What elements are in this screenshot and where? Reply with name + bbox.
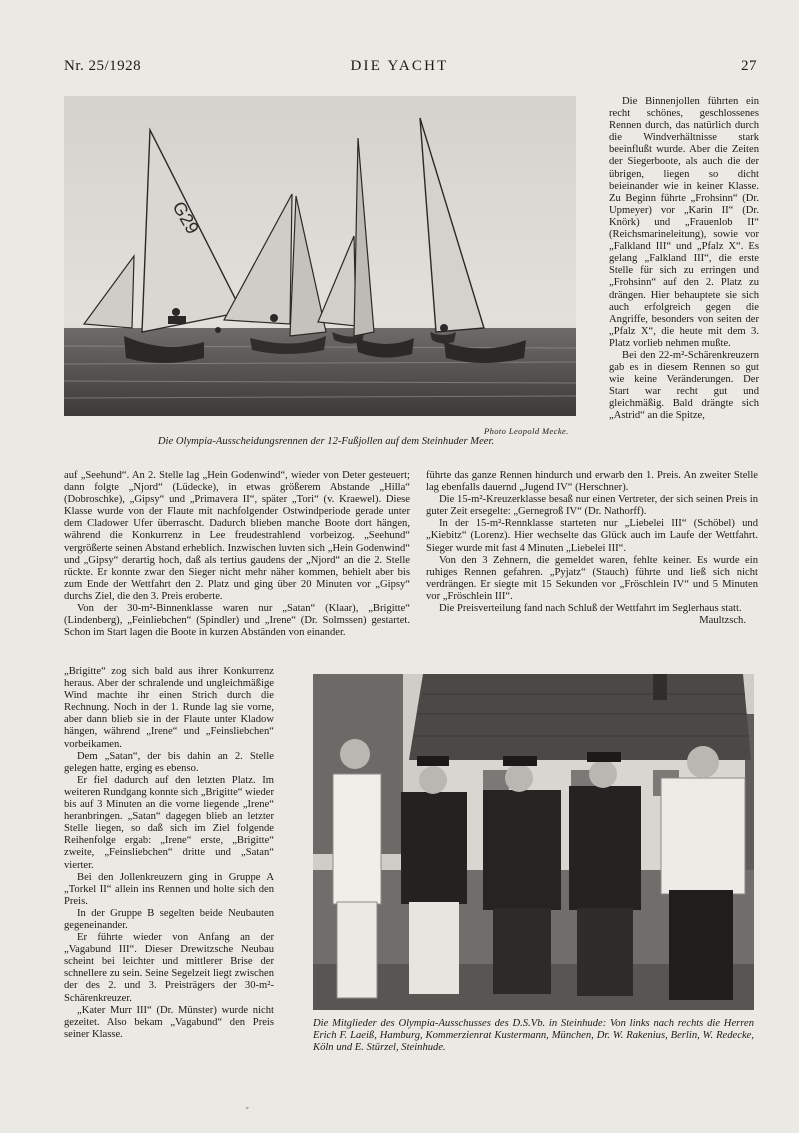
author-signature: Maultzsch. [699, 615, 746, 627]
photo-credit: Photo Leopold Mecke. [484, 426, 569, 436]
sailboat-race-photo [64, 96, 576, 416]
page-number: 27 [741, 58, 757, 74]
page-footmark: ˇ [246, 1106, 249, 1115]
magazine-title: DIE YACHT [350, 58, 449, 74]
paragraph: Die 15-m²-Kreuzerklasse besaß nur einen Vertreter, der sich seinen Preis in guter Zeit ersegelte: „Gernegroß IV“ (Dr. Nathorff). [426, 494, 758, 518]
paragraph: Die Binnenjollen führten ein recht schönes, geschlossenes Rennen durch, das natürlich durch die Windverhältnisse stark beeinflußt wurde. Aber die Zeiten der Siegerboote, als auch die der übrigen, liegen so dicht beieinander wie in keiner Klasse. Zu Beginn führte „Frohsinn“ (Dr. Upmeyer) vor „Karin II“ (Dr. Knörk) und „Frauenlob II“ (Reichsmarineleitung), sowie vor „Falkland III“ und „Pfalz X“. Es gelang „Falkland III“, die erste Stelle für sich zu erringen und „Frohsinn“ auf den 2. Platz zu drängen. Hier behauptete sie sich auch erfolgreich gegen die Angriffe, besonders von seiten der „Pfalz X“, die heute mit dem 3. Platz vorlieb nehmen mußte. [609, 96, 759, 349]
paragraph: Von der 30-m²-Binnenklasse waren nur „Satan“ (Klaar), „Brigitte“ (Lindenberg), „Feinliebchen“ (Spindler) und „Irene“ (Dr. Solmssen) gestartet. Schon im Start lagen die Boote in kurzen Abständen von einander. [64, 603, 410, 639]
paragraph: führte das ganze Rennen hindurch und erwarb den 1. Preis. An zweiter Stelle lag ebenfalls dauernd „Jugend IV“ (Herschner). [426, 470, 758, 494]
paragraph: Die Preisverteilung fand nach Schluß der Wettfahrt im Seglerhaus statt. [439, 603, 742, 615]
paragraph: Dem „Satan“, der bis dahin an 2. Stelle gelegen hatte, erging es ebenso. [64, 750, 274, 774]
paragraph: In der Gruppe B segelten beide Neubauten gegeneinander. [64, 907, 274, 931]
paragraph: auf „Seehund“. An 2. Stelle lag „Hein Godenwind“, wieder von Deter gesteuert; dann folgte „Njord“ (Lüdecke), in etwas größerem Abstande „Hilla“ (Dobroschke), „Gipsy“ und „Primavera II“, später „Tori“ (v. Kraewel). Diese Klasse wurde von der Flaute mit nachfolgender Ostwindperiode gerade unter dem Cladower Ufer überrascht. Dadurch blieben manche Boote dort hängen, während die Konkurrenz in Lee freudestrahlend vorbeizog. „Seehund“ vergrößerte seinen Abstand erheblich. Inzwischen luvten sich „Hein Godenwind“ und „Gipsy“ derartig hoch, daß als tertius gaudens der „Njord“ an die 2. Stelle rückte. Er konnte zwar den Sieger nicht mehr näher kommen, behielt aber bis zum Ende der Wettfahrt den 2. Platz und ging über 20 Minuten vor „Gipsy“ durchs Ziel, die den 3. Preis eroberte. [64, 470, 410, 602]
sailboat-photo-illustration [64, 96, 576, 416]
svg-text:G29: G29 [168, 198, 203, 238]
paragraph: Bei den Jollenkreuzern ging in Gruppe A „Torkel II“ allein ins Rennen und holte sich den Preis. [64, 871, 274, 907]
paragraph: „Brigitte“ zog sich bald aus ihrer Konkurrenz heraus. Aber der schralende und ungleichmäßige Wind machte ihr einen Strich durch die Rechnung. Noch in der 1. Runde lag sie vorne, aber dann blieb sie in der Flaute unter Kladow hängen, während „Irene“ und „Feinsliebchen“ vorbeikamen. [64, 666, 274, 750]
right-column-top [609, 96, 759, 423]
paragraph: „Kater Murr III“ (Dr. Münster) wurde nicht gezeitet. Also bekam „Vagabund“ den Preis seiner Klasse. [64, 1004, 274, 1040]
paragraph: Bei den 22-m²-Schärenkreuzern gab es in diesem Rennen so gut wie keine Veränderungen. Der Start war recht gut und gleichmäßig. Bald drängte sich „Astrid“ an die Spitze, [609, 349, 759, 422]
left-column-narrow [64, 666, 274, 1041]
paragraph: Er fiel dadurch auf den letzten Platz. Im weiteren Rundgang konnte sich „Brigitte“ wieder bis auf 3 Minuten an die vorne liegende „Irene“ heranbringen. „Satan“ dagegen blieb an letzter Stelle liegen, so daß sich im Ziel folgende Reihenfolge ergab: „Irene“ erste, „Brigitte“ zweite, „Feinsliebchen“ dritte und „Satan“ vierter. [64, 774, 274, 871]
right-column-middle [426, 470, 758, 627]
photo-caption-top: Die Olympia-Ausscheidungsrennen der 12-Fußjollen auf dem Steinhuder Meer. [157, 436, 495, 447]
photo-caption-bottom: Die Mitglieder des Olympia-Ausschusses des D.S.Vb. in Steinhude: Von links nach rechts die Herren Erich F. Laeiß, Hamburg, Kommerzienrat Kustermann, München, Dr. W. Rakenius, Berlin, W. Redecke, Köln und E. Stürzel, Steinhude. [313, 1018, 754, 1054]
paragraph: Von den 3 Zehnern, die gemeldet waren, fehlte keiner. Es wurde ein ruhiges Rennen gefahren. „Pyjatz“ (Stauch) führte und ließ sich nicht verdrängen. Er siegte mit 15 Sekunden vor „Fröschlein IV“ und 5 Minuten vor „Fröschlein III“. [426, 554, 758, 602]
issue-number: Nr. 25/1928 [64, 58, 142, 74]
committee-photo-illustration [313, 674, 754, 1010]
paragraph: Er führte wieder von Anfang an der „Vagabund III“. Dieser Drewitzsche Neubau scheint bei leichter und mittlerer Brise der schnellere zu sein. Seine Segelzeit liegt zwischen der des 2. und 3. Preisträgers der 30-m²-Schärenkreuzer. [64, 932, 274, 1004]
left-column-top [64, 470, 410, 639]
committee-photo [313, 674, 754, 1010]
paragraph: In der 15-m²-Rennklasse starteten nur „Liebelei III“ (Schöbel) und „Kiebitz“ (Lorenz). Hier wechselte das Glück auch im Laufe der Wettfahrt. Sieger wurde mit fast 4 Minuten „Liebelei III“. [426, 518, 758, 554]
